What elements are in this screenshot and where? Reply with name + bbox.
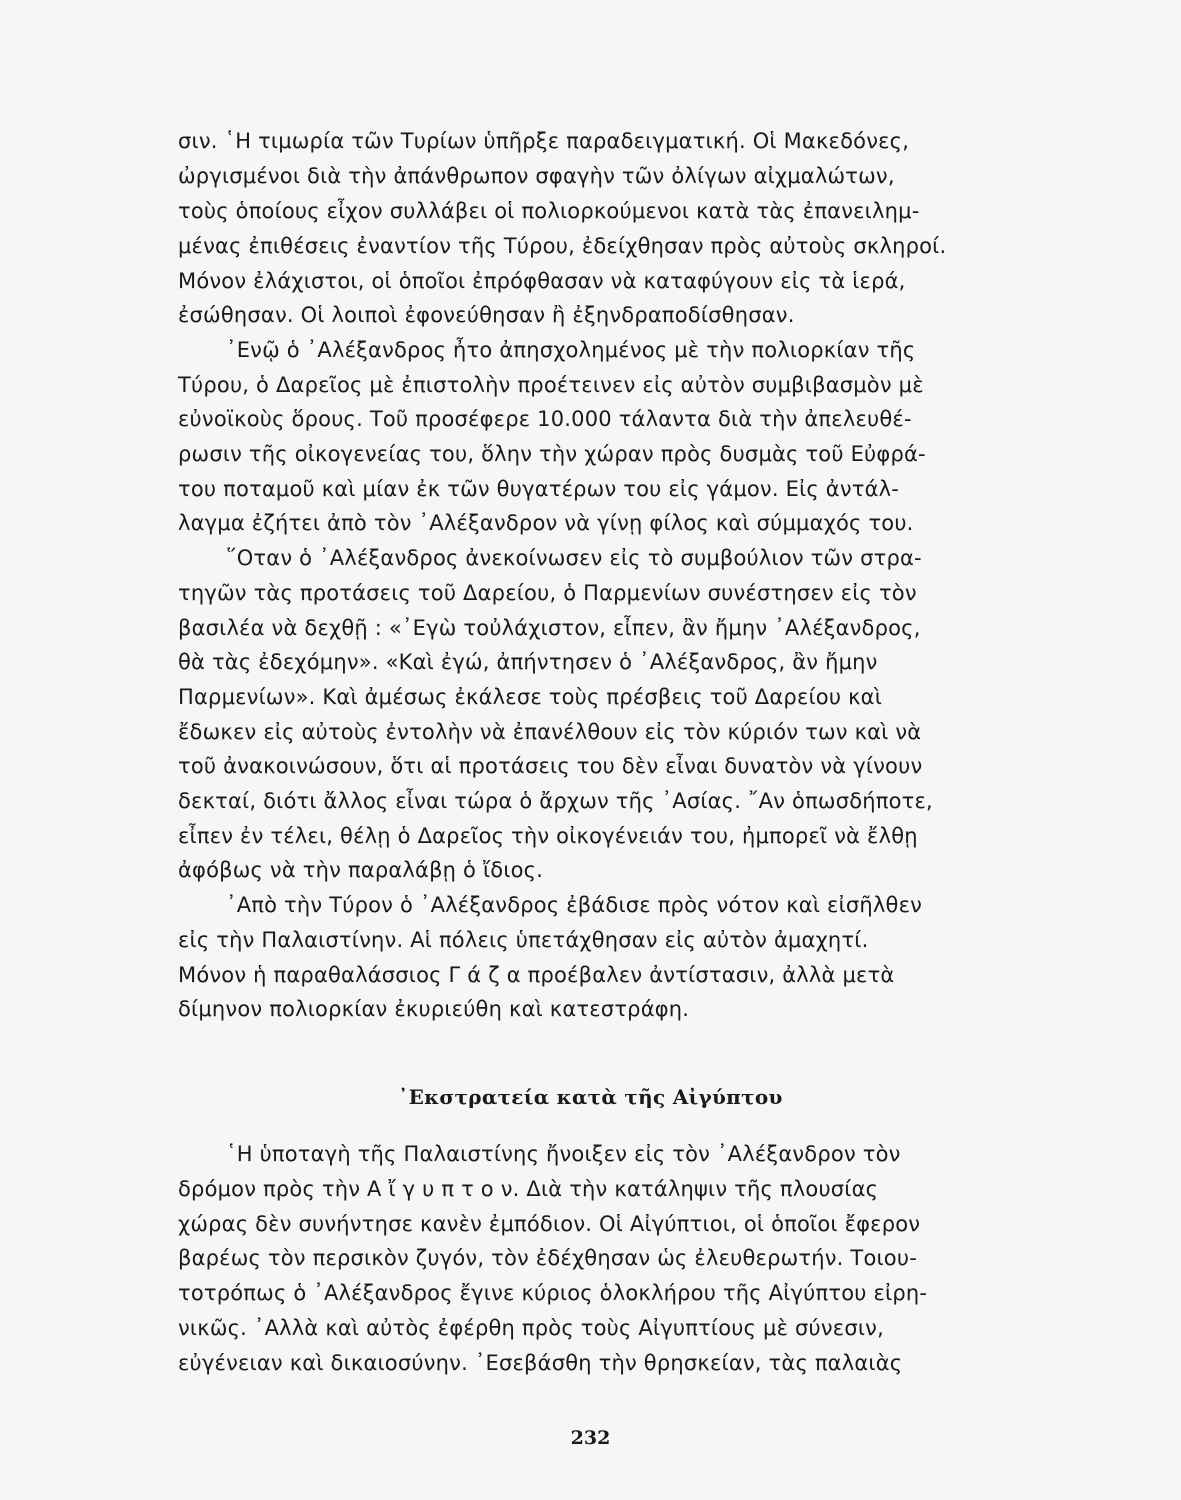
text-line: Τύρου, ὁ Δαρεῖος μὲ ἐπιστολὴν προέτεινεν εἰς αὐτὸν συμβιβασμὸν μὲ — [178, 373, 924, 397]
text-line: δρόμον πρὸς τὴν Α ἴ γ υ π τ ο ν. Διὰ τὴν κατάληψιν τῆς πλουσίας — [178, 1177, 879, 1201]
page-number: 232 — [570, 1427, 611, 1449]
text-line: τοὺς ὁποίους εἶχον συλλάβει οἱ πολιορκούμενοι κατὰ τὰς ἐπανειλημ- — [178, 199, 920, 223]
text-line: λαγμα ἐζήτει ἀπὸ τὸν ᾿Αλέξανδρον νὰ γίνῃ φίλος καὶ σύμμαχός του. — [178, 511, 914, 535]
text-line: τηγῶν τὰς προτάσεις τοῦ Δαρείου, ὁ Παρμενίων συνέστησεν εἰς τὸν — [178, 581, 917, 605]
text-line: Παρμενίων». Καὶ ἀμέσως ἐκάλεσε τοὺς πρέσβεις τοῦ Δαρείου καὶ — [178, 685, 883, 709]
text-line: ὠργισμένοι διὰ τὴν ἀπάνθρωπον σφαγὴν τῶν ὀλίγων αἰχμαλώτων, — [178, 164, 895, 188]
text-line: ἔδωκεν εἰς αὐτοὺς ἐντολὴν νὰ ἐπανέλθουν εἰς τὸν κύριόν των καὶ νὰ — [178, 720, 922, 744]
text-line: σιν. ῾Η τιμωρία τῶν Τυρίων ὑπῆρξε παραδειγματική. Οἱ Μακεδόνες, — [178, 129, 910, 153]
text-line: του ποταμοῦ καὶ μίαν ἐκ τῶν θυγατέρων του εἰς γάμον. Εἰς ἀντάλ- — [178, 477, 900, 501]
text-line: δεκταί, διότι ἄλλος εἶναι τώρα ὁ ἄρχων τῆς ᾿Ασίας. ῎Αν ὁπωσδήποτε, — [178, 789, 933, 813]
text-line: χώρας δὲν συνήντησε κανὲν ἐμπόδιον. Οἱ Αἰγύπτιοι, οἱ ὁποῖοι ἔφερον — [178, 1212, 921, 1236]
text-line: ᾿Ενῷ ὁ ᾿Αλέξανδρος ἦτο ἀπησχολημένος μὲ τὴν πολιορκίαν τῆς — [226, 338, 916, 362]
text-line: βασιλέα νὰ δεχθῇ : «᾿Εγὼ τοὐλάχιστον, εἶπεν, ἂν ἤμην ᾿Αλέξανδρος, — [178, 616, 921, 640]
text-line: Μόνον ἐλάχιστοι, οἱ ὁποῖοι ἐπρόφθασαν νὰ καταφύγουν εἰς τὰ ἱερά, — [178, 269, 906, 293]
section-heading: ᾿Εκστρατεία κατὰ τῆς Αἰγύπτου — [398, 1085, 783, 1109]
text-line: δίμηνον πολιορκίαν ἐκυριεύθη καὶ κατεστράφη. — [178, 997, 690, 1021]
text-line: μένας ἐπιθέσεις ἐναντίον τῆς Τύρου, ἐδείχθησαν πρὸς αὐτοὺς σκληροί. — [178, 234, 947, 258]
text-line: εὐνοϊκοὺς ὅρους. Τοῦ προσέφερε 10.000 τάλαντα διὰ τὴν ἀπελευθέ- — [178, 407, 912, 431]
text-line: ῾Η ὑποταγὴ τῆς Παλαιστίνης ἤνοιξεν εἰς τὸν ᾿Αλέξανδρον τὸν — [226, 1142, 901, 1166]
text-line: ἀφόβως νὰ τὴν παραλάβῃ ὁ ἴδιος. — [178, 858, 544, 882]
text-line: θὰ τὰς ἐδεχόμην». «Καὶ ἐγώ, ἀπήντησεν ὁ ᾿Αλέξανδρος, ἂν ἤμην — [178, 650, 878, 674]
text-line: εἰς τὴν Παλαιστίνην. Αἱ πόλεις ὑπετάχθησαν εἰς αὐτὸν ἀμαχητί. — [178, 928, 869, 952]
text-line: Μόνον ἡ παραθαλάσσιος Γ ά ζ α προέβαλεν ἀντίστασιν, ἀλλὰ μετὰ — [178, 963, 895, 987]
text-line: ᾿Απὸ τὴν Τύρον ὁ ᾿Αλέξανδρος ἐβάδισε πρὸς νότον καὶ εἰσῆλθεν — [226, 893, 923, 917]
text-line: ρωσιν τῆς οἰκογενείας του, ὅλην τὴν χώραν πρὸς δυσμὰς τοῦ Εὐφρά- — [178, 442, 926, 466]
text-line: τοτρόπως ὁ ᾿Αλέξανδρος ἔγινε κύριος ὁλοκλήρου τῆς Αἰγύπτου εἰρη- — [178, 1281, 928, 1305]
text-line: ῞Οταν ὁ ᾿Αλέξανδρος ἀνεκοίνωσεν εἰς τὸ συμβούλιον τῶν στρα- — [226, 546, 922, 570]
text-line: νικῶς. ᾿Αλλὰ καὶ αὐτὸς ἐφέρθη πρὸς τοὺς Αἰγυπτίους μὲ σύνεσιν, — [178, 1316, 884, 1340]
text-line: εἶπεν ἐν τέλει, θέλῃ ὁ Δαρεῖος τὴν οἰκογένειάν του, ἠμπορεῖ νὰ ἔλθῃ — [178, 824, 918, 848]
text-line: βαρέως τὸν περσικὸν ζυγόν, τὸν ἐδέχθησαν ὡς ἐλευθερωτήν. Τοιου- — [178, 1246, 917, 1270]
text-line: τοῦ ἀνακοινώσουν, ὅτι αἱ προτάσεις του δὲν εἶναι δυνατὸν νὰ γίνουν — [178, 754, 923, 778]
text-line: εὐγένειαν καὶ δικαιοσύνην. ᾿Εσεβάσθη τὴν θρησκείαν, τὰς παλαιὰς — [178, 1351, 903, 1375]
text-line: ἐσώθησαν. Οἱ λοιποὶ ἐφονεύθησαν ἢ ἐξηνδραποδίσθησαν. — [178, 303, 795, 327]
